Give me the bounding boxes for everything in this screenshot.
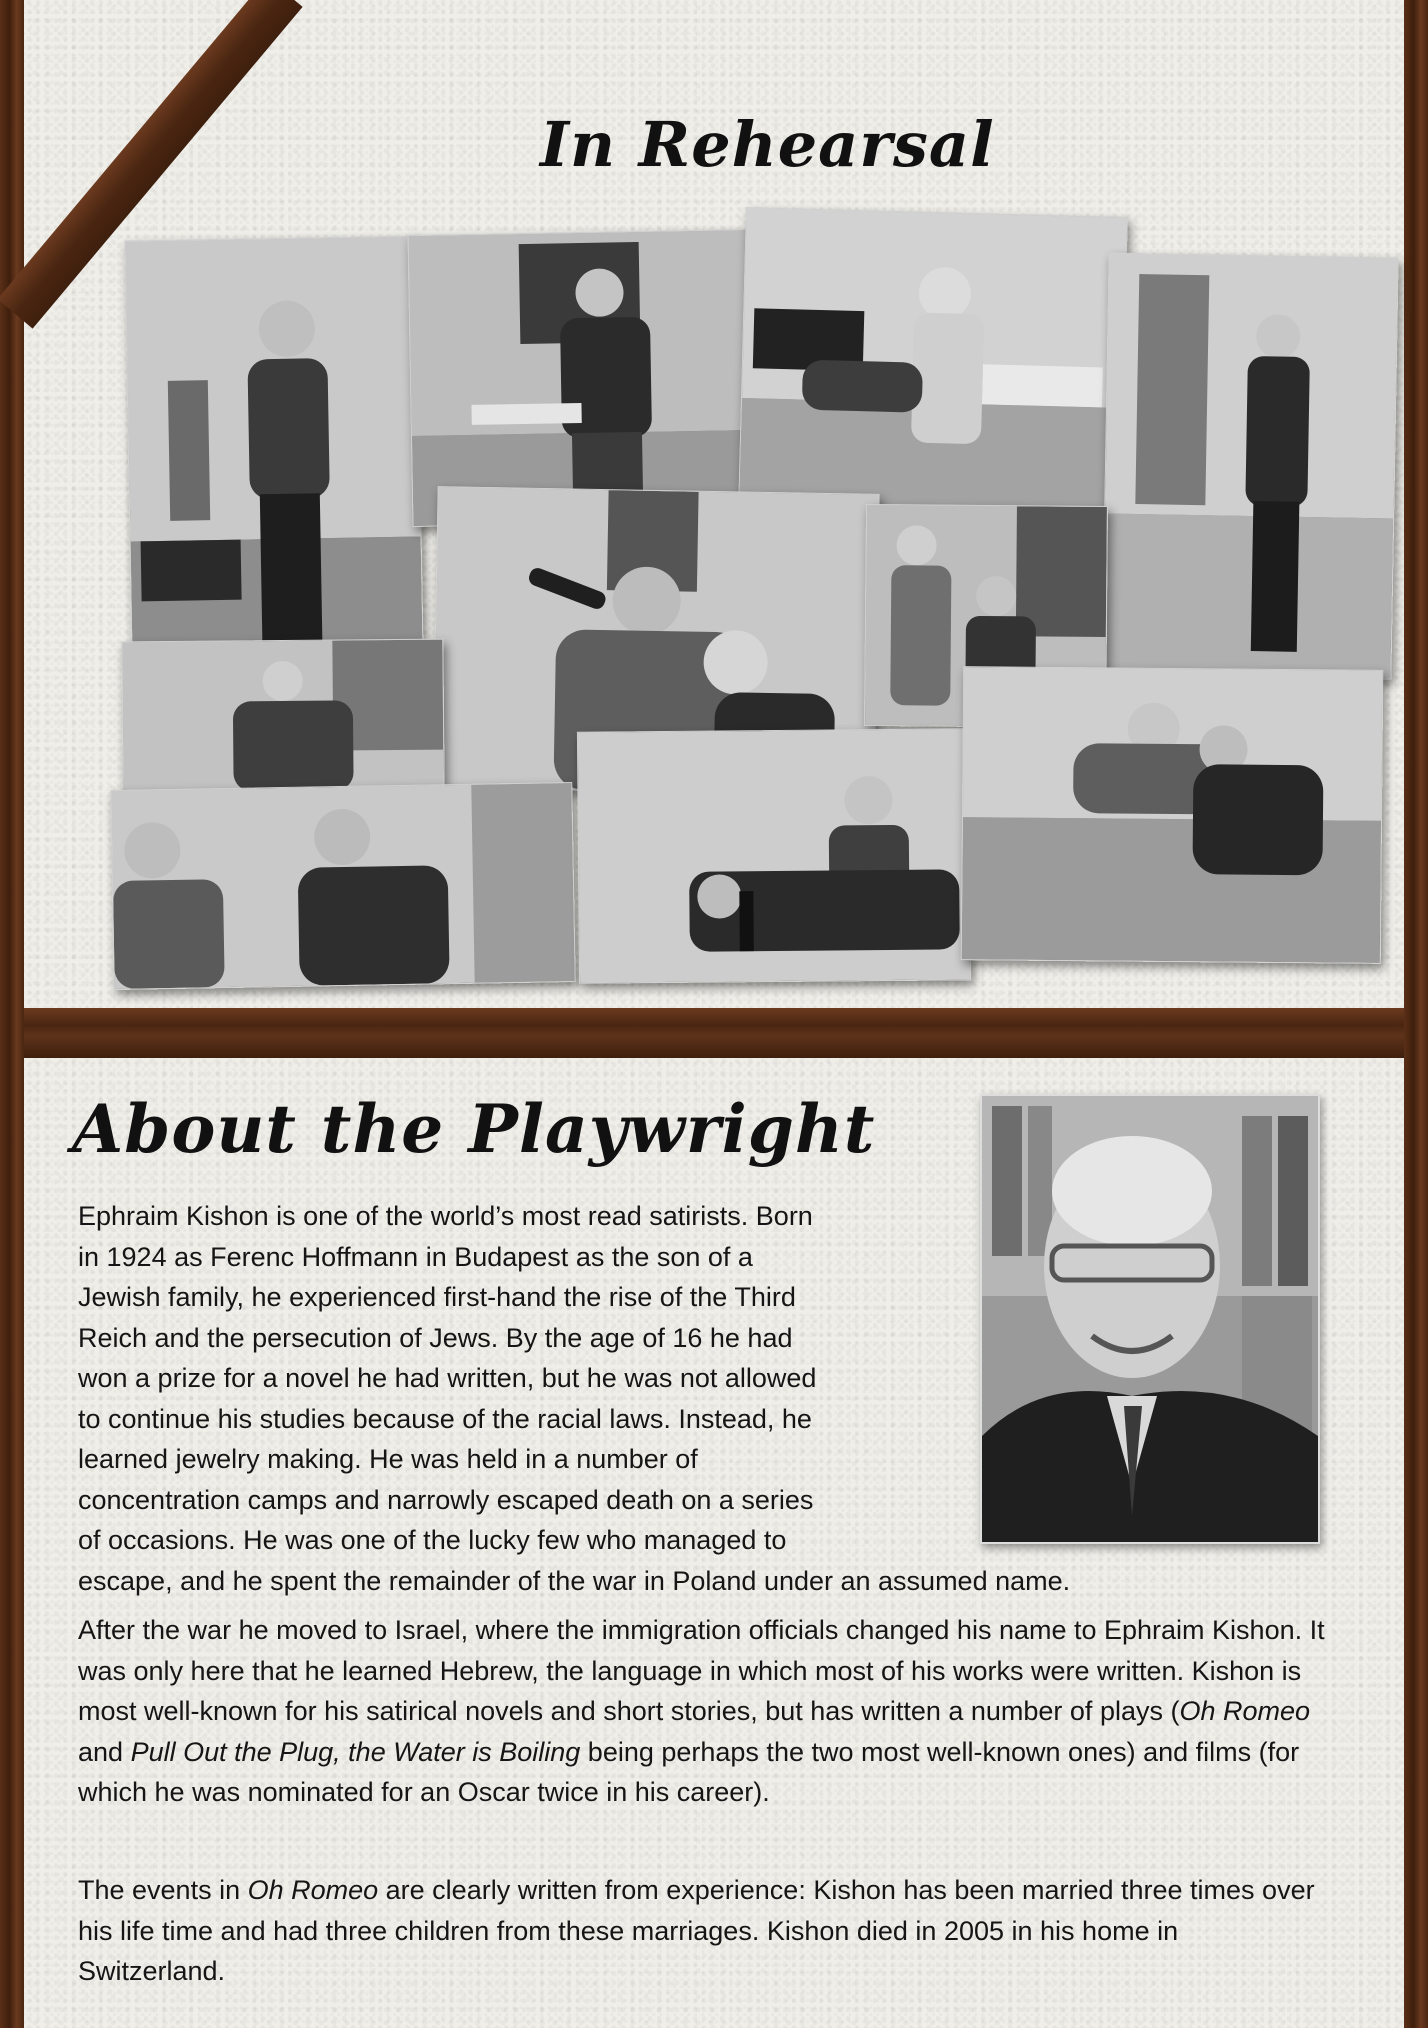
rehearsal-heading: In Rehearsal bbox=[540, 108, 995, 181]
photo-couple-on-floor-with-wine bbox=[738, 207, 1128, 519]
paragraph-line: Ephraim Kishon is one of the world’s most read satirists. Born bbox=[78, 1201, 813, 1231]
paragraph-line: in 1924 as Ferenc Hoffmann in Budapest as the son of a bbox=[78, 1241, 753, 1272]
paragraph-text: are clearly written from experience: Kishon has been married three times over his life time and had three children from these marriages. Kishon died in 2005 in his home in Switzerland. bbox=[78, 1875, 1315, 1986]
paragraph-line: learned jewelry making. He was held in a number of bbox=[78, 1444, 698, 1474]
photo-couple-lying-on-mattress bbox=[577, 728, 971, 983]
paragraph-text: and bbox=[78, 1736, 131, 1767]
photo-actors-crawling bbox=[961, 666, 1384, 964]
paragraph-line: won a prize for a novel he had written, but he was not allowed bbox=[78, 1363, 817, 1393]
play-title: Pull Out the Plug, the Water is Boiling bbox=[130, 1736, 581, 1767]
photo-actor-gesturing-with-script bbox=[407, 229, 754, 527]
photo-two-men-arguing bbox=[110, 782, 575, 990]
paragraph-line: Reich and the persecution of Jews. By the age of 16 he had bbox=[78, 1322, 793, 1353]
playwright-paragraph-2 bbox=[78, 1610, 1328, 1813]
paragraph-line: concentration camps and narrowly escaped death on a series bbox=[78, 1484, 814, 1515]
photo-actress-standing bbox=[1101, 253, 1398, 680]
paragraph-line: escape, and he spent the remainder of the war in Poland under an assumed name. bbox=[78, 1565, 1071, 1596]
playwright-paragraph-1 bbox=[78, 1196, 1308, 1601]
wood-frame-right bbox=[1404, 0, 1428, 2028]
playwright-paragraph-3 bbox=[78, 1870, 1328, 1992]
paragraph-text: After the war he moved to Israel, where the immigration officials changed his name to Ephraim Kishon. It was only here that he learned Hebrew, the language in which most of his works were written. Kishon is most well-known for his satirical novels and short stories, but has written a number of plays ( bbox=[78, 1615, 1325, 1726]
play-title: Oh Romeo bbox=[247, 1875, 379, 1905]
paragraph-line: of occasions. He was one of the lucky few who managed to bbox=[78, 1525, 787, 1555]
photo-actor-singing bbox=[121, 639, 444, 794]
paragraph-line: to continue his studies because of the racial laws. Instead, he bbox=[78, 1403, 812, 1434]
play-title: Oh Romeo bbox=[1179, 1696, 1311, 1726]
playwright-heading: About the Playwright bbox=[72, 1090, 876, 1168]
paragraph-text: being perhaps the two most well-known ones) and films (for which he was nominated for an Oscar twice in his career). bbox=[78, 1736, 1300, 1807]
paragraph-line: Jewish family, he experienced first-hand the rise of the Third bbox=[78, 1282, 796, 1312]
paragraph-text: The events in bbox=[78, 1875, 248, 1905]
photo-actress-reading-script bbox=[124, 235, 423, 662]
wood-divider-band bbox=[24, 1008, 1404, 1058]
